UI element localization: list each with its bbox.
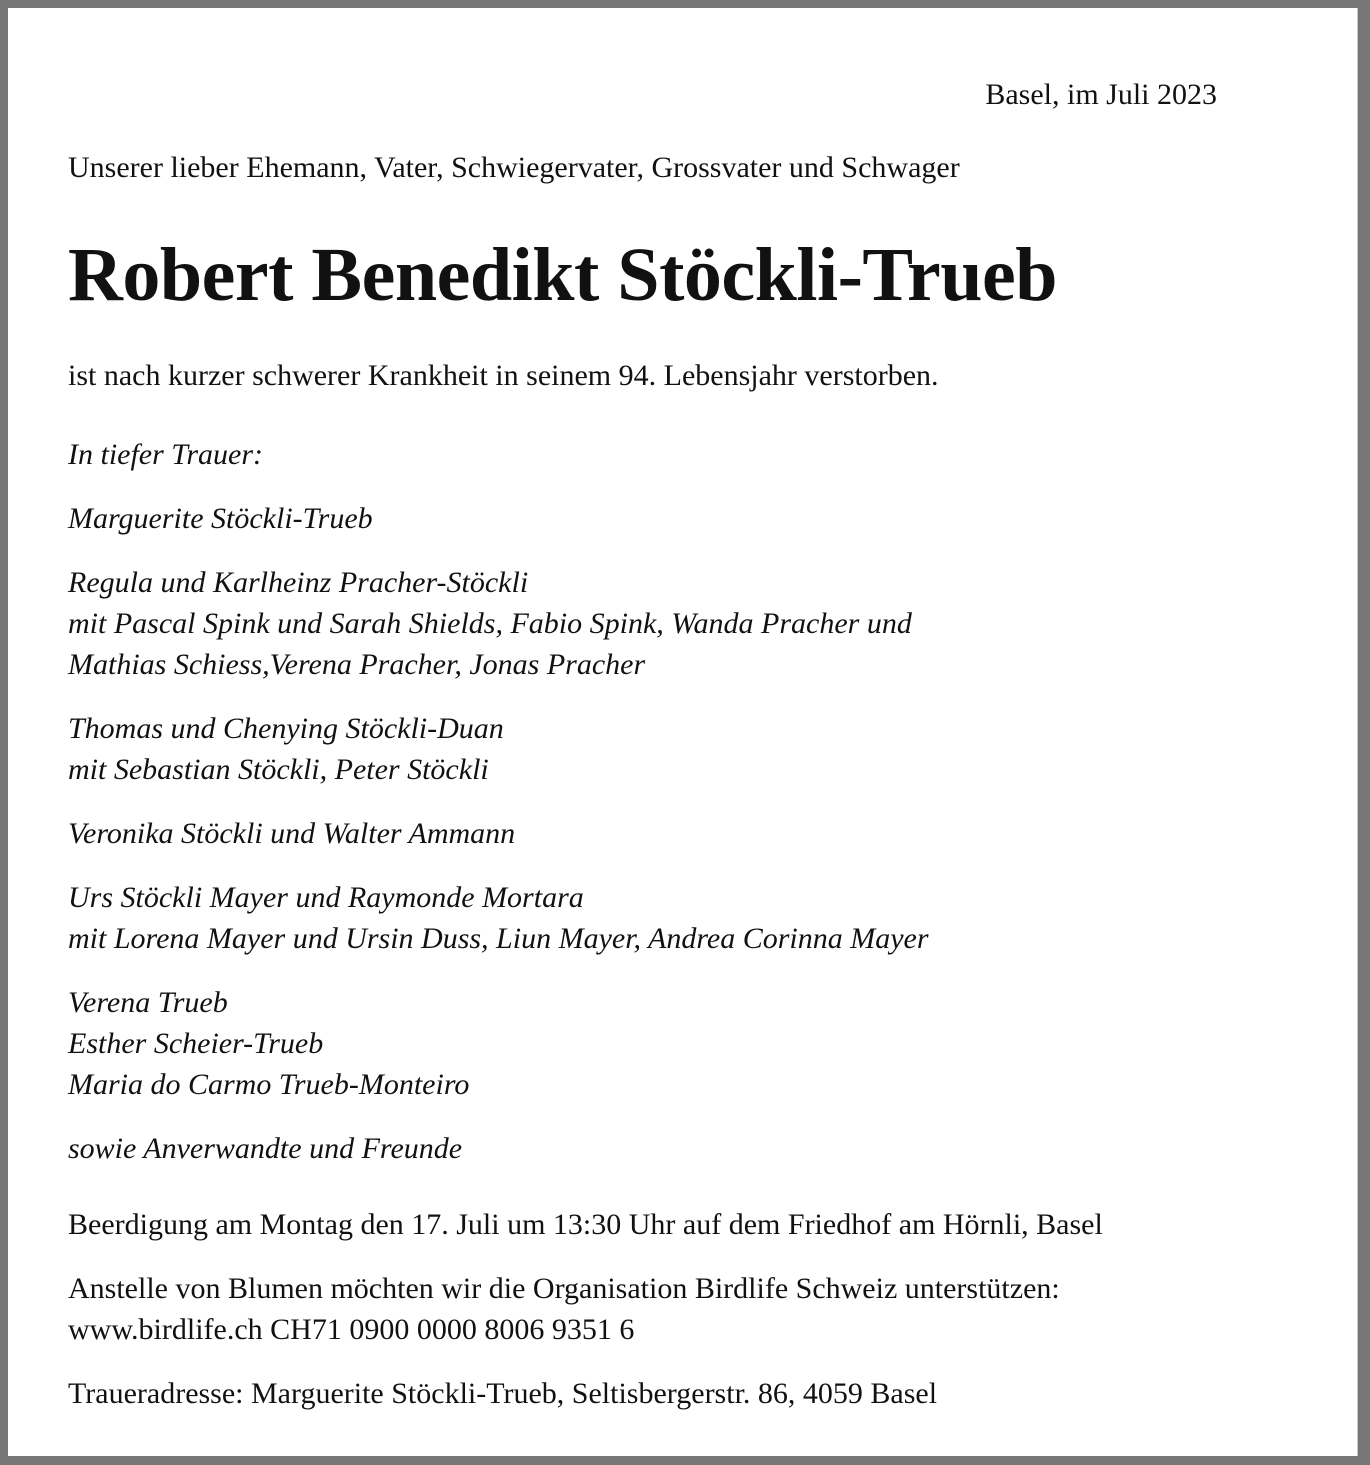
mourner-line: sowie Anverwandte und Freunde: [68, 1132, 463, 1165]
donation-info: [68, 1268, 1103, 1350]
mourner-group-thomas: [68, 708, 929, 790]
mourner-line: Marguerite Stöckli-Trueb: [68, 502, 373, 535]
mourner-group-veronika: [68, 813, 929, 854]
mourner-line: mit Sebastian Stöckli, Peter Stöckli: [68, 753, 489, 786]
mourners-section: [68, 434, 929, 1192]
mourner-line: Mathias Schiess,Verena Pracher, Jonas Pracher: [68, 648, 646, 681]
place-date: Basel, im Juli 2023: [985, 78, 1217, 111]
mourner-group-spouse: [68, 498, 929, 539]
mourner-line: Thomas und Chenying Stöckli-Duan: [68, 712, 504, 745]
mourner-line: Maria do Carmo Trueb-Monteiro: [68, 1068, 470, 1101]
mourner-line: Urs Stöckli Mayer und Raymonde Mortara: [68, 881, 584, 914]
funeral-text: Beerdigung am Montag den 17. Juli um 13:30 Uhr auf dem Friedhof am Hörnli, Basel: [68, 1208, 1103, 1241]
death-announcement: ist nach kurzer schwerer Krankheit in seinem 94. Lebensjahr verstorben.: [68, 359, 939, 392]
mourner-line: Esther Scheier-Trueb: [68, 1027, 324, 1060]
info-section: [68, 1204, 1103, 1437]
donation-text: Anstelle von Blumen möchten wir die Organisation Birdlife Schweiz unterstützen:: [68, 1272, 1060, 1305]
mourner-line: mit Pascal Spink und Sarah Shields, Fabio Spink, Wanda Pracher und: [68, 607, 912, 640]
mourner-group-relatives: [68, 1128, 929, 1169]
mourner-line: Regula und Karlheinz Pracher-Stöckli: [68, 566, 529, 599]
funeral-info: [68, 1204, 1103, 1245]
mourners-heading-text: In tiefer Trauer:: [68, 438, 263, 471]
mourner-group-trueb: [68, 982, 929, 1105]
mourning-address: [68, 1373, 1103, 1414]
donation-details: www.birdlife.ch CH71 0900 0000 8006 9351 6: [68, 1313, 635, 1346]
obituary-page: [8, 8, 1358, 1456]
mourner-line: Veronika Stöckli und Walter Ammann: [68, 817, 516, 850]
mourner-line: mit Lorena Mayer und Ursin Duss, Liun Mayer, Andrea Corinna Mayer: [68, 922, 929, 955]
mourning-address-text: Traueradresse: Marguerite Stöckli-Trueb, Seltisbergerstr. 86, 4059 Basel: [68, 1377, 938, 1410]
mourner-line: Verena Trueb: [68, 986, 228, 1019]
mourner-group-regula: [68, 562, 929, 685]
deceased-name: Robert Benedikt Stöckli-Trueb: [68, 233, 1057, 317]
intro-text: Unserer lieber Ehemann, Vater, Schwiegervater, Grossvater und Schwager: [68, 151, 960, 184]
mourners-heading: [68, 434, 929, 475]
mourner-group-urs: [68, 877, 929, 959]
